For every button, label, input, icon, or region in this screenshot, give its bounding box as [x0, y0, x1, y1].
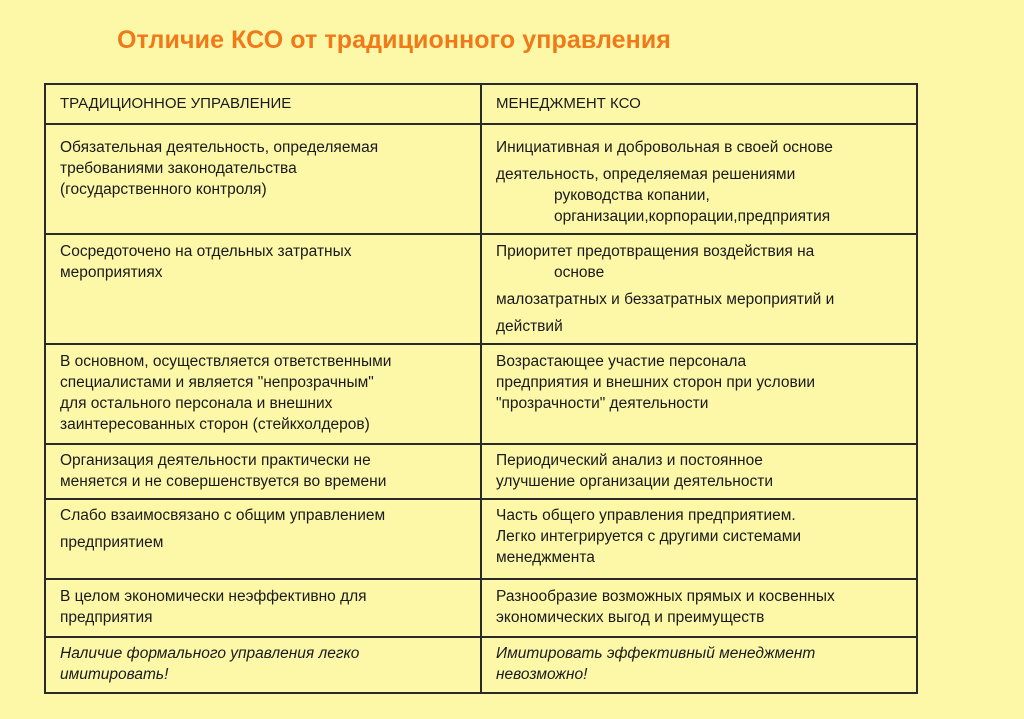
cell-line: заинтересованных сторон (стейкхолдеров): [60, 416, 370, 433]
traditional-cell: [45, 499, 481, 579]
cso-cell: [481, 637, 917, 693]
traditional-cell: [45, 344, 481, 444]
cell-line: Обязательная деятельность, определяемая: [60, 139, 379, 156]
traditional-cell: [45, 637, 481, 693]
header-cso: [481, 84, 917, 124]
slide-title: Отличие КСО от традиционного управления: [117, 26, 671, 54]
cell-line: меняется и не совершенствуется во времени: [60, 473, 387, 490]
cell-line: Разнообразие возможных прямых и косвенных: [496, 588, 835, 605]
cell-line: "прозрачности" деятельности: [496, 395, 709, 412]
table-header-row: [45, 84, 917, 124]
cell-line: Возрастающее участие персонала: [496, 353, 747, 370]
header-traditional: [45, 84, 481, 124]
cell-line: Периодический анализ и постоянное: [496, 452, 763, 469]
cell-line: для остального персонала и внешних: [60, 395, 333, 412]
cso-cell: [481, 124, 917, 234]
table-row: [45, 579, 917, 637]
comparison-table: [44, 83, 918, 694]
cell-line: Слабо взаимосвязано с общим управлением: [60, 507, 386, 524]
cso-cell: [481, 444, 917, 499]
header-traditional-label: ТРАДИЦИОННОЕ УПРАВЛЕНИЕ: [60, 95, 292, 112]
traditional-cell: [45, 124, 481, 234]
cell-line: Организация деятельности практически не: [60, 452, 371, 469]
traditional-cell: [45, 579, 481, 637]
cso-cell: [481, 234, 917, 344]
cell-line: В целом экономически неэффективно для: [60, 588, 367, 605]
traditional-cell: [45, 444, 481, 499]
cell-line: мероприятиях: [60, 264, 163, 281]
table-row: [45, 234, 917, 344]
cell-line: действий: [496, 318, 563, 335]
cell-line: требованиями законодательства: [60, 160, 297, 177]
cell-line: Имитировать эффективный менеджмент: [496, 645, 816, 662]
cell-line: Инициативная и добровольная в своей основе: [496, 139, 833, 156]
cell-line: улучшение организации деятельности: [496, 473, 773, 490]
table-row: [45, 444, 917, 499]
cso-cell: [481, 499, 917, 579]
cell-line: менеджмента: [496, 549, 595, 566]
cso-cell: [481, 579, 917, 637]
table-row: [45, 344, 917, 444]
cell-line: Приоритет предотвращения воздействия на: [496, 243, 815, 260]
cell-line: экономических выгод и преимуществ: [496, 609, 765, 626]
cell-line: предприятия и внешних сторон при условии: [496, 374, 816, 391]
cell-line: имитировать!: [60, 666, 169, 683]
cell-line: предприятием: [60, 534, 164, 551]
cell-line: невозможно!: [496, 666, 588, 683]
traditional-cell: [45, 234, 481, 344]
table-row: [45, 124, 917, 234]
table-row: [45, 637, 917, 693]
cell-line: организации,корпорации,предприятия: [554, 208, 831, 225]
table-row: [45, 499, 917, 579]
cell-line: предприятия: [60, 609, 153, 626]
cell-line: основе: [554, 264, 605, 281]
cell-line: Часть общего управления предприятием.: [496, 507, 796, 524]
cell-line: специалистами и является "непрозрачным": [60, 374, 374, 391]
cell-line: Наличие формального управления легко: [60, 645, 360, 662]
cell-line: Сосредоточено на отдельных затратных: [60, 243, 352, 260]
cell-line: В основном, осуществляется ответственными: [60, 353, 392, 370]
cso-cell: [481, 344, 917, 444]
header-cso-label: МЕНЕДЖМЕНТ КСО: [496, 95, 641, 112]
cell-line: малозатратных и беззатратных мероприятий и: [496, 291, 835, 308]
cell-line: (государственного контроля): [60, 181, 267, 198]
cell-line: деятельность, определяемая решениями: [496, 166, 796, 183]
cell-line: Легко интегрируется с другими системами: [496, 528, 802, 545]
cell-line: руководства копании,: [554, 187, 710, 204]
